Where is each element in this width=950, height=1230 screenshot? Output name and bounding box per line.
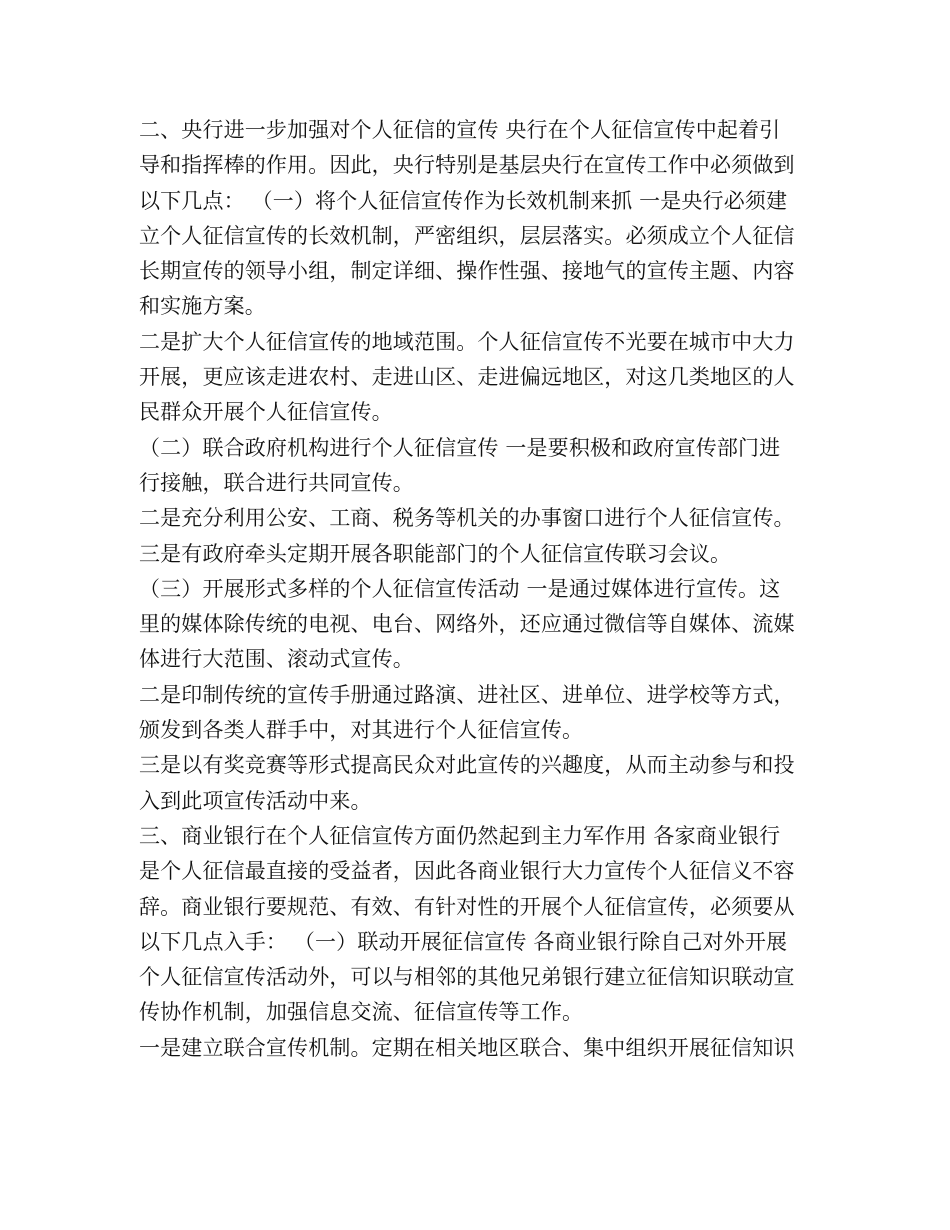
text-line: 民群众开展个人征信宣传。 [139, 400, 393, 425]
text-line: 三、商业银行在个人征信宣传方面仍然起到主力军作用 各家商业银行 [139, 823, 781, 848]
text-line: 长期宣传的领导小组，制定详细、操作性强、接地气的宣传主题、内容 [139, 259, 795, 284]
text-line: 二是充分利用公安、工商、税务等机关的办事窗口进行个人征信宣传。 [139, 506, 795, 531]
text-line: 一是建立联合宣传机制。定期在相关地区联合、集中组织开展征信知识 [139, 1035, 795, 1060]
text-line: 开展，更应该走进农村、走进山区、走进偏远地区，对这几类地区的人 [139, 365, 795, 390]
text-line: 以下几点： （一）将个人征信宣传作为长效机制来抓 一是央行必须建 [139, 188, 788, 213]
text-line: 传协作机制，加强信息交流、征信宣传等工作。 [139, 1000, 584, 1025]
text-line: （三）开展形式多样的个人征信宣传活动 一是通过媒体进行宣传。这 [139, 576, 781, 601]
text-line: 立个人征信宣传的长效机制，严密组织，层层落实。必须成立个人征信 [139, 223, 795, 248]
text-line: 二是扩大个人征信宣传的地域范围。个人征信宣传不光要在城市中大力 [139, 329, 795, 354]
text-line: 是个人征信最直接的受益者，因此各商业银行大力宣传个人征信义不容 [139, 859, 795, 884]
text-line: 二、央行进一步加强对个人征信的宣传 央行在个人征信宣传中起着引 [139, 118, 781, 142]
text-line: 和实施方案。 [139, 294, 266, 319]
text-line: 颁发到各类人群手中，对其进行个人征信宣传。 [139, 718, 584, 743]
text-line: 以下几点入手： （一）联动开展征信宣传 各商业银行除自己对外开展 [139, 929, 788, 954]
text-line: 个人征信宣传活动外，可以与相邻的其他兄弟银行建立征信知识联动宣 [139, 965, 795, 990]
text-line: 导和指挥棒的作用。因此，央行特别是基层央行在宣传工作中必须做到 [139, 153, 795, 178]
text-line: 行接触，联合进行共同宣传。 [139, 470, 414, 495]
text-line: 三是有政府牵头定期开展各职能部门的个人征信宣传联习会议。 [139, 541, 732, 566]
text-line: （二）联合政府机构进行个人征信宣传 一是要积极和政府宣传部门进 [139, 435, 781, 460]
text-line: 二是印制传统的宣传手册通过路演、进社区、进单位、进学校等方式， [139, 682, 795, 707]
document-body [139, 113, 819, 1066]
text-line: 三是以有奖竞赛等形式提高民众对此宣传的兴趣度，从而主动参与和投 [139, 753, 795, 778]
text-line: 辞。商业银行要规范、有效、有针对性的开展个人征信宣传，必须要从 [139, 894, 795, 919]
text-line: 里的媒体除传统的电视、电台、网络外，还应通过微信等自媒体、流媒 [139, 612, 795, 637]
text-line: 体进行大范围、滚动式宣传。 [139, 647, 414, 672]
text-line: 入到此项宣传活动中来。 [139, 788, 372, 813]
